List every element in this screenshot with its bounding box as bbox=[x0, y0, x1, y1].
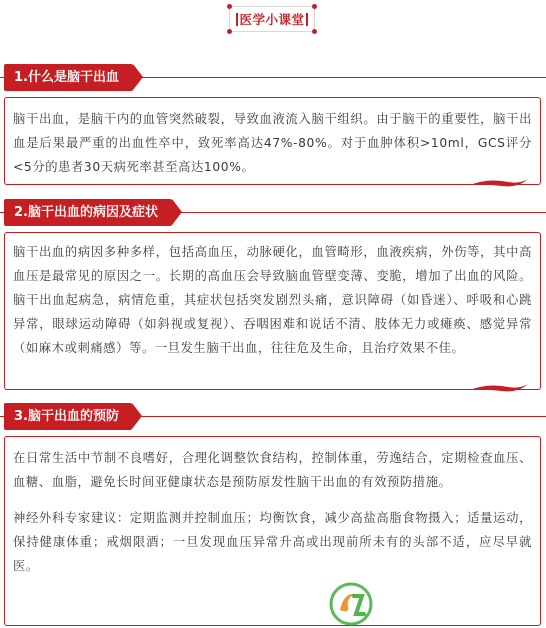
section-3-paragraph-1: 在日常生活中节制不良嗜好，合理化调整饮食结构，控制体重，劳逸结合，定期检查血压、血糖、血脂，避免长时间亚健康状态是预防原发性脑干出血的有效预防措施。 bbox=[13, 451, 532, 489]
lesson-tag-label: 医学小课堂 bbox=[239, 12, 305, 27]
section-3-paragraph-2: 神经外科专家建议：定期监测并控制血压；均衡饮食，减少高盐高脂食物摄入；适量运动，保持健康体重；戒烟限酒；一旦发现血压异常升高或出现前所未有的头部不适，应尽早就医。 bbox=[13, 511, 532, 573]
corner-dot bbox=[227, 29, 232, 34]
watermark-logo-icon bbox=[326, 580, 376, 628]
section-box-1 bbox=[4, 97, 541, 185]
section-2-paragraph: 脑干出血的病因多种多样，包括高血压，动脉硬化，血管畸形，血液疾病，外伤等，其中高血压是最常见的原因之一。长期的高血压会导致脑血管壁变薄、变脆，增加了出血的风险。脑干出血起病急，病情危重，其症状包括突发剧烈头痛，意识障碍（如昏迷）、呼吸和心跳异常，眼球运动障碍（如斜视或复视）、吞咽困难和说话不清、肢体无力或瘫痪、感觉异常（如麻木或刺痛感）等。一旦发生脑干出血，往往危及生命，且治疗效果不佳。 bbox=[13, 245, 532, 355]
corner-dot bbox=[312, 4, 317, 9]
red-swoosh-icon bbox=[468, 381, 530, 395]
red-swoosh-icon bbox=[468, 176, 530, 190]
tag-bar bbox=[306, 13, 308, 26]
section-title-3: 3.脑干出血的预防 bbox=[4, 403, 132, 430]
section-box-3 bbox=[4, 436, 541, 626]
lesson-tag bbox=[229, 6, 315, 32]
section-1-paragraph: 脑干出血，是脑干内的血管突然破裂，导致血液流入脑干组织。由于脑干的重要性，脑干出血是后果最严重的出血性卒中，致死率高达47%-80%。对于血肿体积>10ml，GCS评分<5分的患者30天病死率甚至高达100%。 bbox=[13, 112, 532, 174]
section-box-2 bbox=[4, 232, 541, 390]
tag-bar bbox=[236, 13, 238, 26]
section-title-2: 2.脑干出血的病因及症状 bbox=[4, 199, 172, 226]
corner-dot bbox=[227, 4, 232, 9]
section-title-1: 1.什么是脑干出血 bbox=[4, 64, 133, 91]
corner-dot bbox=[312, 29, 317, 34]
